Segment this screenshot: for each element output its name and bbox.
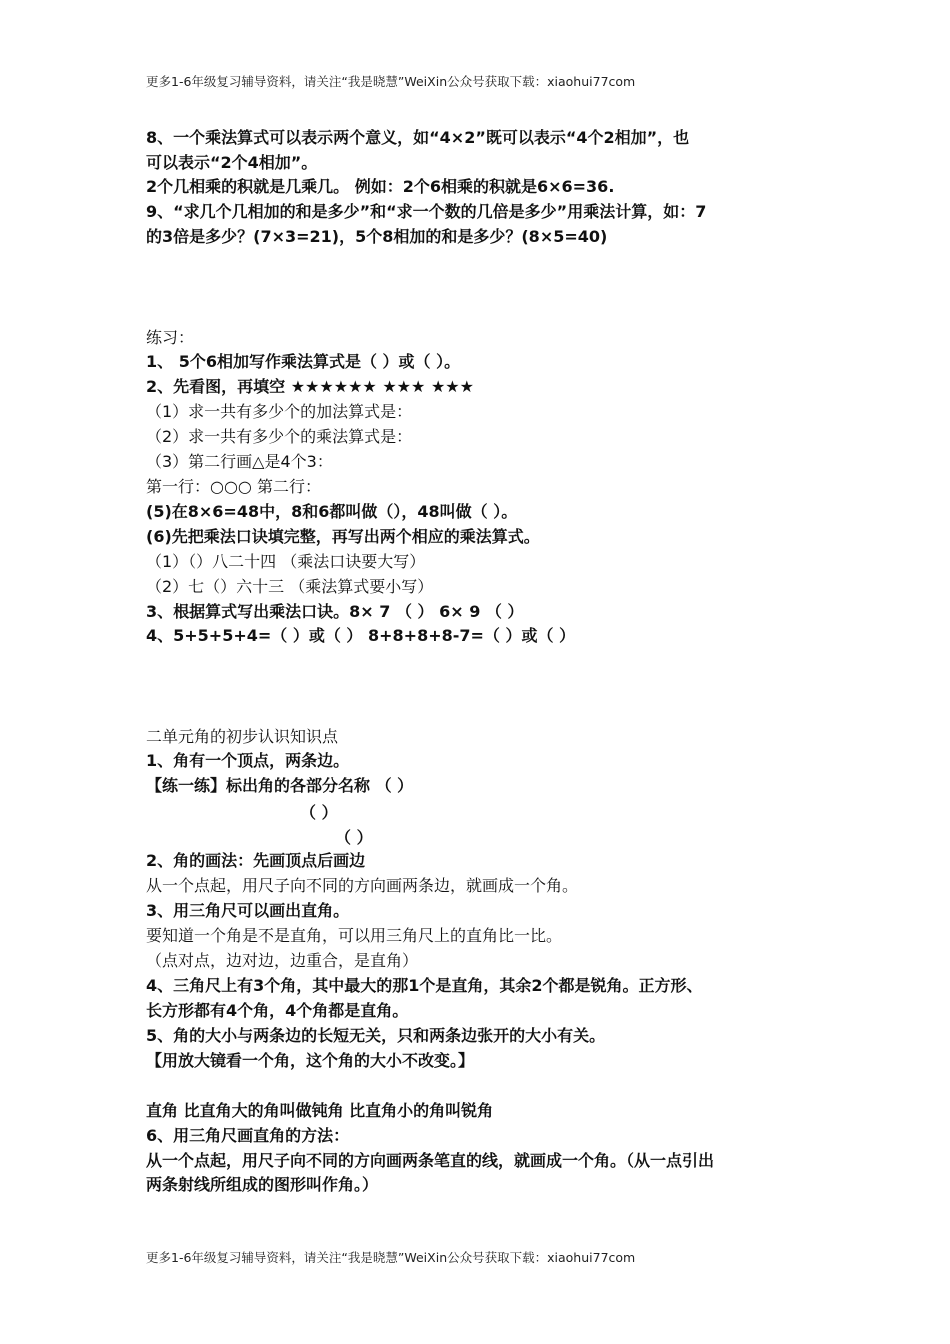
unit2-point6: 6、用三角尺画直角的方法：: [146, 1126, 350, 1145]
unit2-point6-line2: 两条射线所组成的图形叫作角。）: [146, 1175, 379, 1194]
practice-q4: 4、5+5+5+4=（ ）或（ ） 8+8+8+8-7=（ ）或（ ）: [146, 626, 576, 645]
angle-part-blank: （ ）: [335, 828, 373, 847]
practice-q1: 1、 5个6相加写作乘法算式是（ ）或（ ）。: [146, 352, 461, 371]
angle-types: 直角 比直角大的角叫做钝角 比直角小的角叫锐角: [146, 1101, 494, 1120]
practice-q2-2: （2）求一共有多少个的乘法算式是：: [146, 427, 413, 446]
unit2-point3-detail: 要知道一个角是不是直角，可以用三角尺上的直角比一比。: [146, 926, 563, 945]
practice-q3: 3、根据算式写出乘法口诀。8× 7 （ ） 6× 9 （ ）: [146, 602, 524, 621]
unit2-point5-note: 【用放大镜看一个角，这个角的大小不改变。】: [146, 1051, 475, 1070]
unit2-point3-rule: （点对点，边对边，边重合，是直角）: [146, 951, 419, 970]
unit2-point3: 3、用三角尺可以画出直角。: [146, 901, 350, 920]
unit2-point6-line1: 从一个点起，用尺子向不同的方向画两条笔直的线，就画成一个角。（从一点引出: [146, 1151, 715, 1170]
unit2-point1: 1、角有一个顶点，两条边。: [146, 751, 350, 770]
page-footer: 更多1-6年级复习辅导资料，请关注“我是晓慧”WeiXin公众号获取下载：xiaohui77com: [146, 1250, 636, 1265]
point-8-line1: 8、一个乘法算式可以表示两个意义，如“4×2”既可以表示“4个2相加”，也: [146, 128, 690, 147]
practice-q6-1: （1）（）八二十四 （乘法口诀要大写）: [146, 552, 426, 571]
unit2-title: 二单元角的初步认识知识点: [146, 727, 339, 746]
page-header: 更多1-6年级复习辅导资料，请关注“我是晓慧”WeiXin公众号获取下载：xiaohui77com: [146, 74, 636, 89]
unit2-point4-line2: 长方形都有4个角，4个角都是直角。: [146, 1001, 409, 1020]
practice-q5: (5)在8×6=48中，8和6都叫做（），48叫做（ ）。: [146, 502, 518, 521]
practice-q6-2: （2）七（）六十三 （乘法算式要小写）: [146, 577, 434, 596]
practice-q6: (6)先把乘法口诀填完整，再写出两个相应的乘法算式。: [146, 527, 540, 546]
unit2-exercise: 【练一练】标出角的各部分名称 （ ）: [146, 776, 414, 795]
practice-q2-rows: 第一行：○○○ 第二行：: [146, 477, 321, 496]
point-8-line3: 2个几相乘的积就是几乘几。 例如：2个6相乘的积就是6×6=36.: [146, 177, 615, 196]
practice-q2: 2、先看图，再填空 ★★★★★★ ★★★ ★★★: [146, 377, 474, 396]
unit2-point4-line1: 4、三角尺上有3个角，其中最大的那1个是直角，其余2个都是锐角。正方形、: [146, 976, 703, 995]
point-9-line1: 9、“求几个几相加的和是多少”和“求一个数的几倍是多少”用乘法计算，如：7: [146, 202, 707, 221]
practice-title: 练习：: [146, 328, 195, 347]
point-9-line2: 的3倍是多少？(7×3=21)，5个8相加的和是多少？(8×5=40): [146, 227, 608, 246]
practice-q2-1: （1）求一共有多少个的加法算式是：: [146, 402, 413, 421]
point-8-line2: 可以表示“2个4相加”。: [146, 153, 318, 172]
unit2-point2: 2、角的画法：先画顶点后画边: [146, 851, 366, 870]
practice-q2-3: （3）第二行画△是4个3：: [146, 452, 333, 471]
unit2-point2-detail: 从一个点起，用尺子向不同的方向画两条边，就画成一个角。: [146, 876, 579, 895]
unit2-point5: 5、角的大小与两条边的长短无关，只和两条边张开的大小有关。: [146, 1026, 606, 1045]
angle-part-blank: （ ）: [300, 803, 338, 822]
